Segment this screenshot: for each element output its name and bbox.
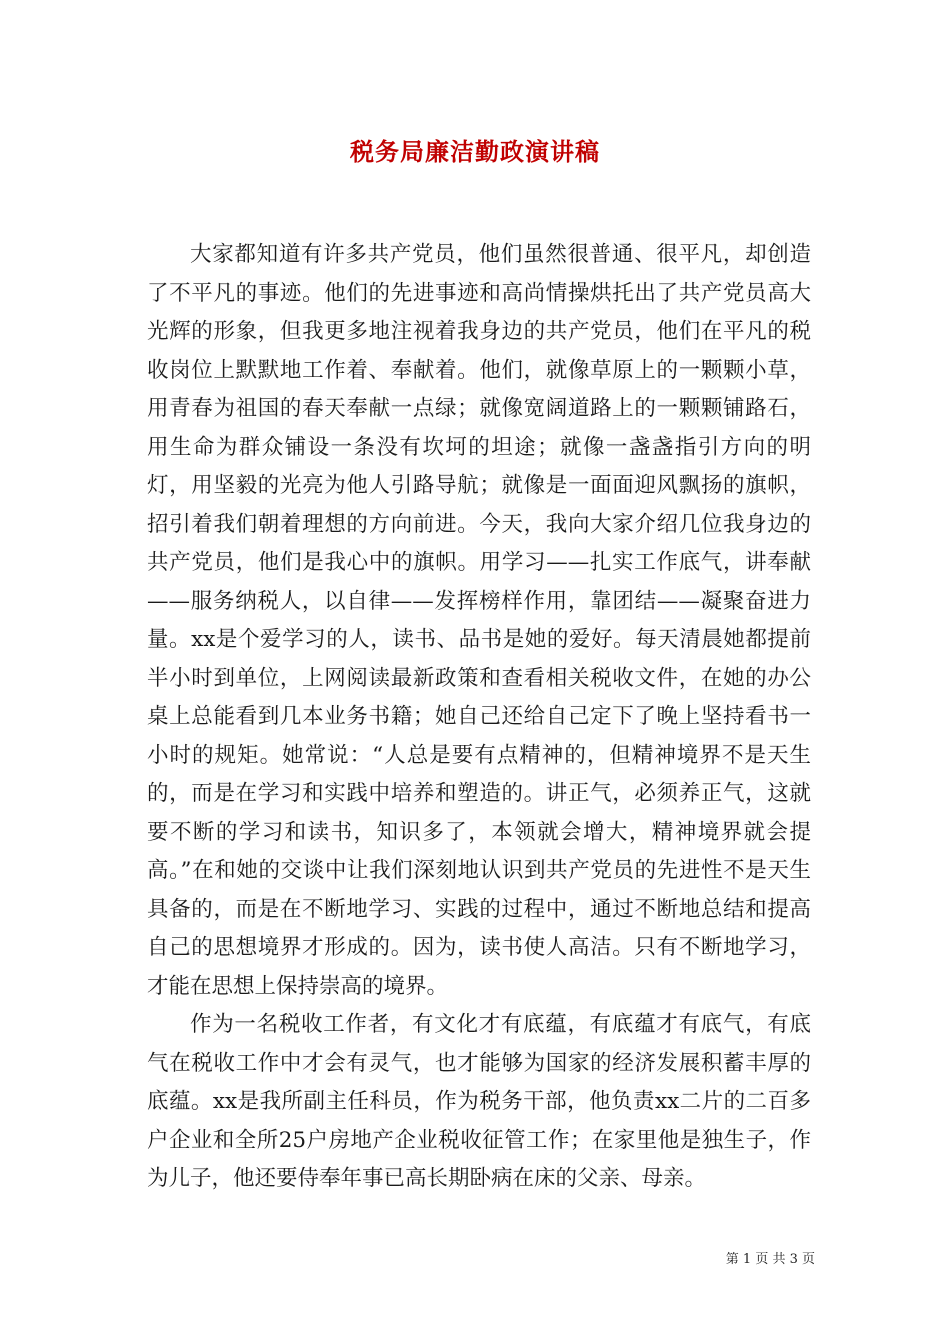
paragraph-1: 大家都知道有许多共产党员，他们虽然很普通、很平凡，却创造了不平凡的事迹。他们的先进事迹和高尚情操烘托出了共产党员高大光辉的形象，但我更多地注视着我身边的共产党员，他们在平凡的税收岗位上默默地工作着、奉献着。他们，就像草原上的一颗颗小草，用青春为祖国的春天奉献一点绿；就像宽阔道路上的一颗颗铺路石，用生命为群众铺设一条没有坎坷的坦途；就像一盏盏指引方向的明灯，用坚毅的光亮为他人引路导航；就像是一面面迎风飘扬的旗帜，招引着我们朝着理想的方向前进。今天，我向大家介绍几位我身边的共产党员，他们是我心中的旗帜。用学习——扎实工作底气，讲奉献——服务纳税人，以自律——发挥榜样作用，靠团结——凝聚奋进力量。xx是个爱学习的人，读书、品书是她的爱好。每天清晨她都提前半小时到单位，上网阅读最新政策和查看相关税收文件，在她的办公桌上总能看到几本业务书籍；她自己还给自己定下了晚上坚持看书一小时的规矩。她常说：“人总是要有点精神的，但精神境界不是天生的，而是在学习和实践中培养和塑造的。讲正气，必须养正气，这就要不断的学习和读书，知识多了，本领就会增大，精神境界就会提高。”在和她的交谈中让我们深刻地认识到共产党员的先进性不是天生具备的，而是在不断地学习、实践的过程中，通过不断地总结和提高自己的思想境界才形成的。因为，读书使人高洁。只有不断地学习，才能在思想上保持崇高的境界。 [147, 242, 811, 999]
document-title: 税务局廉洁勤政演讲稿 [350, 138, 600, 166]
page-number-footer: 第 1 页 共 3 页 [725, 1252, 815, 1267]
document-body [147, 236, 811, 1199]
paragraph-2: 作为一名税收工作者，有文化才有底蕴，有底蕴才有底气，有底气在税收工作中才会有灵气，也才能够为国家的经济发展积蓄丰厚的底蕴。xx是我所副主任科员，作为税务干部，他负责xx二片的二百多户企业和全所25户房地产企业税收征管工作；在家里他是独生子，作为儿子，他还要侍奉年事已高长期卧病在床的父亲、母亲。 [147, 1012, 811, 1191]
